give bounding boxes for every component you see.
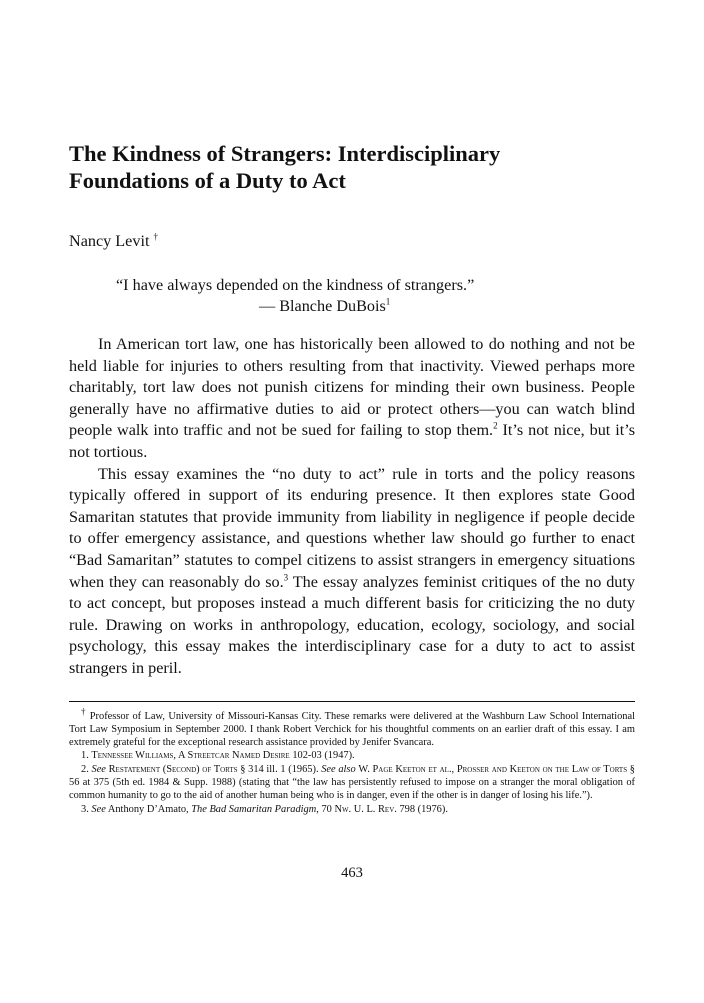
paragraph-1	[69, 334, 635, 464]
footnote-2-signal-also: See also	[321, 763, 356, 775]
footnote-dagger-text: Professor of Law, University of Missouri-Kansas City. These remarks were delivered at the Washburn Law School International Tort Law Symposium in September 2000. I thank Robert Verchick for his thoughtful comments on an earlier draft of this essay. I am extremely grateful for the exceptional research assistance provided by Jenifer Svancara.	[69, 710, 635, 749]
footnote-2	[69, 763, 635, 803]
footnote-2-cite-a: § 314 ill. 1 (1965).	[237, 763, 322, 775]
footnote-mark-3[interactable]: 3	[283, 572, 289, 583]
author-name: Nancy Levit	[69, 232, 150, 250]
paragraph-1-text: In American tort law, one has historically been allowed to do nothing and not be held liable for injuries to others resulting from that inactivity. Viewed perhaps more charitably, tort law does not punish citizens for minding their own business. People generally have no affirmative duties to aid or protect others—you can watch blind people walk into traffic and not be sued for failing to stop them.	[69, 335, 635, 440]
footnote-3-journal: Nw. U. L. Rev.	[334, 803, 397, 815]
paragraph-2-end: The essay analyzes feminist critiques of the no duty to act concept, but proposes instead a much different basis for criticizing the no duty rule. Drawing on works in anthropology, education, ecology, sociology, and social psychology, this essay makes the interdisciplinary case for a duty to act to assist strangers in peril.	[69, 572, 635, 677]
author-line	[69, 232, 635, 251]
footnote-dagger	[69, 706, 635, 750]
footnote-3-signal: See	[91, 803, 106, 815]
page-content	[69, 140, 635, 816]
title-line-2: Foundations of a Duty to Act	[69, 168, 346, 193]
footnote-divider	[69, 701, 635, 702]
title-line-1: The Kindness of Strangers: Interdisciplinary	[69, 141, 501, 166]
attribution-text: — Blanche DuBois	[259, 297, 386, 315]
epigraph	[69, 275, 635, 317]
author-footnote-mark[interactable]: †	[153, 231, 159, 242]
paragraph-2-text: This essay examines the “no duty to act” rule in torts and the policy reasons typically offered in support of its enduring presence. It then explores state Good Samaritan statutes that provide immunity from liability in negligence if people decide to offer emergency assistance, and questions whether law should go further to enact “Bad Samaritan” statutes to compel citizens to assist strangers in emergency situations when they can reasonably do so.	[69, 464, 635, 591]
article-body	[69, 334, 635, 680]
paragraph-2	[69, 464, 635, 680]
footnote-2-signal: See	[91, 763, 106, 775]
paragraph-1-end: It’s not nice, but it’s not tortious.	[69, 421, 635, 461]
footnote-1-number: 1.	[81, 750, 89, 762]
footnote-1-source: Tennessee Williams, A Streetcar Named Desire	[91, 750, 290, 762]
footnote-mark-1[interactable]: 1	[385, 296, 391, 307]
footnote-2-source-a: Restatement (Second) of Torts	[108, 763, 238, 775]
footnote-2-number: 2.	[81, 763, 89, 775]
footnote-dagger-mark: †	[81, 706, 87, 717]
footnote-2-source-b: W. Page Keeton et al., Prosser and Keeton on the Law of Torts	[358, 763, 628, 775]
footnote-2-cite-b: § 56 at 375 (5th ed. 1984 & Supp. 1988) (stating that “the law has persistently refused to impose on a stranger the moral obligation of common humanity to go to the aid of another human being who is in danger, even if the other is in danger of losing his life.”).	[69, 763, 635, 802]
footnote-1	[69, 749, 635, 762]
footnote-3-volume: , 70	[316, 803, 335, 815]
page-number: 463	[341, 865, 363, 881]
footnote-3-cite: 798 (1976).	[396, 803, 448, 815]
epigraph-quote: “I have always depended on the kindness of strangers.”	[116, 276, 475, 294]
article-title	[69, 140, 635, 194]
footnote-mark-2[interactable]: 2	[493, 420, 498, 431]
epigraph-attribution	[69, 296, 635, 317]
footnote-1-cite: 102-03 (1947).	[289, 750, 355, 762]
footnote-3-number: 3.	[81, 803, 89, 815]
footnotes	[69, 706, 635, 816]
footnote-3-author: Anthony D’Amato,	[105, 803, 192, 815]
footnote-3	[69, 803, 635, 816]
footnote-3-title: The Bad Samaritan Paradigm	[191, 803, 317, 815]
